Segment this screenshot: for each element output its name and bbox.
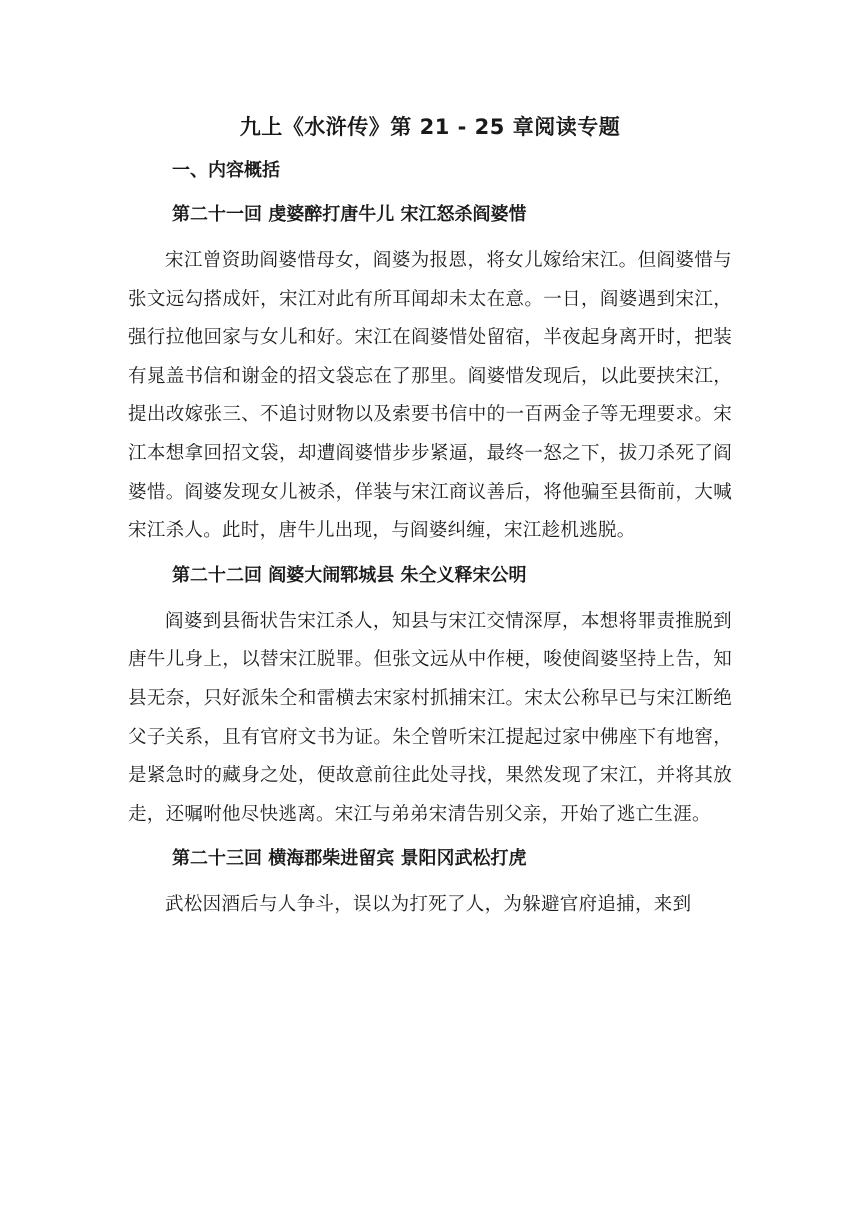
chapter-heading-23: 第二十三回 横海郡柴进留宾 景阳冈武松打虎 [172, 848, 527, 870]
chapter-heading-21: 第二十一回 虔婆醉打唐牛儿 宋江怒杀阎婆惜 [172, 204, 527, 225]
chapter-heading-22: 第二十二回 阎婆大闹郓城县 朱仝义释宋公明 [172, 564, 527, 586]
chapter-paragraph-21: 宋江曾资助阎婆惜母女，阎婆为报恩，将女儿嫁给宋江。但阎婆惜与张文远勾搭成奸，宋江对此有所耳闻却未太在意。一日，阎婆遇到宋江，强行拉他回家与女儿和好。宋江在阎婆惜处留宿，半夜起身离开时，把装有晁盖书信和谢金的招文袋忘在了那里。阎婆惜发现后，以此要挟宋江，提出改嫁张三、不追讨财物以及索要书信中的一百两金子等无理要求。宋江本想拿回招文袋，却遭阎婆惜步步紧逼，最终一怒之下，拔刀杀死了阎婆惜。阎婆发现女儿被杀，佯装与宋江商议善后，将他骗至县衙前，大喊宋江杀人。此时，唐牛儿出现，与阎婆纠缠，宋江趁机逃脱。 [128, 250, 732, 542]
section-heading: 一、内容概括 [172, 160, 280, 181]
chapter-paragraph-22: 阎婆到县衙状告宋江杀人，知县与宋江交情深厚，本想将罪责推脱到唐牛儿身上，以替宋江脱罪。但张文远从中作梗，唆使阎婆坚持上告，知县无奈，只好派朱仝和雷横去宋家村抓捕宋江。宋太公称早已与宋江断绝父子关系，且有官府文书为证。朱仝曾听宋江提起过家中佛座下有地窖，是紧急时的藏身之处，便故意前往此处寻找，果然发现了宋江，并将其放走，还嘱咐他尽快逃离。宋江与弟弟宋清告别父亲，开始了逃亡生涯。 [128, 610, 732, 825]
chapter-paragraph-23: 武松因酒后与人争斗，误以为打死了人，为躲避官府追捕，来到 [165, 894, 692, 916]
document-title: 九上《水浒传》第 21 - 25 章阅读专题 [239, 115, 621, 139]
